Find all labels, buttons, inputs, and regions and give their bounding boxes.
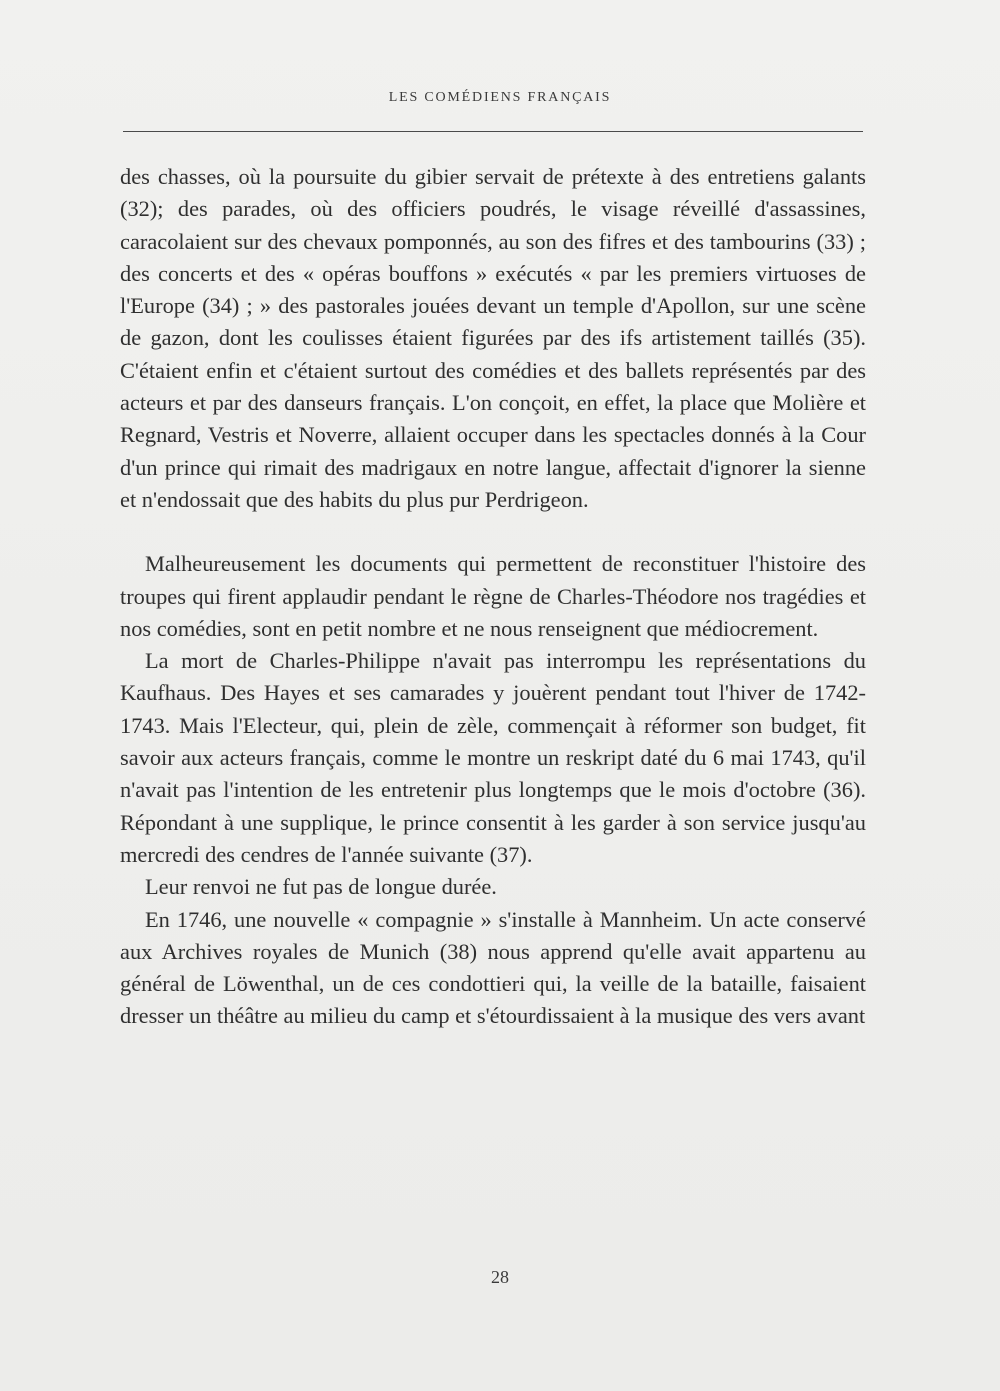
- running-head: LES COMÉDIENS FRANÇAIS: [388, 90, 612, 105]
- body-text: [120, 161, 866, 1033]
- header-rule: [123, 131, 863, 132]
- paragraph-4: Leur renvoi ne fut pas de longue durée.: [145, 874, 497, 900]
- paragraph-5: En 1746, une nouvelle « compagnie » s'installe à Mannheim. Un acte conservé aux Archives royales de Munich (38) nous apprend qu'elle avait appartenu au général de Löwenthal, un de ces condottieri qui, la veille de la bataille, faisaient dresser un théâtre au milieu du camp et s'étourdissaient à la musique des vers avant: [120, 906, 866, 1029]
- paragraph-2: Malheureusement les documents qui permettent de reconstituer l'histoire des troupes qui firent applaudir pendant le règne de Charles-Théodore nos tragédies et nos comédies, sont en petit nombre et ne nous renseignent que médiocrement.: [120, 551, 866, 641]
- paragraph-3: La mort de Charles-Philippe n'avait pas interrompu les représentations du Kaufhaus. Des Hayes et ses camarades y jouèrent pendant tout l'hiver de 1742-1743. Mais l'Electeur, qui, plein de zèle, commençait à réformer son budget, fit savoir aux acteurs français, comme le montre un reskript daté du 6 mai 1743, qu'il n'avait pas l'intention de les entretenir plus longtemps que le mois d'octobre (36). Répondant à une supplique, le prince consentit à les garder à son service jusqu'au mercredi des cendres de l'année suivante (37).: [120, 648, 866, 867]
- paragraph-1: des chasses, où la poursuite du gibier servait de prétexte à des entretiens galants (32); des parades, où des officiers poudrés, le visage réveillé d'assassines, caracolaient sur des chevaux pomponnés, au son des fifres et des tambourins (33) ; des concerts et des « opéras bouffons » exécutés « par les premiers virtuoses de l'Europe (34) ; » des pastorales jouées devant un temple d'Apollon, sur une scène de gazon, dont les coulisses étaient figurées par des ifs artistement taillés (35). C'étaient enfin et c'étaient surtout des comédies et des ballets représentés par des acteurs et par des danseurs français. L'on conçoit, en effet, la place que Molière et Regnard, Vestris et Noverre, allaient occuper dans les spectacles donnés à la Cour d'un prince qui rimait des madrigaux en notre langue, affectait d'ignorer la sienne et n'endossait que des habits du plus pur Perdrigeon.: [120, 164, 866, 512]
- page-number: 28: [491, 1267, 509, 1287]
